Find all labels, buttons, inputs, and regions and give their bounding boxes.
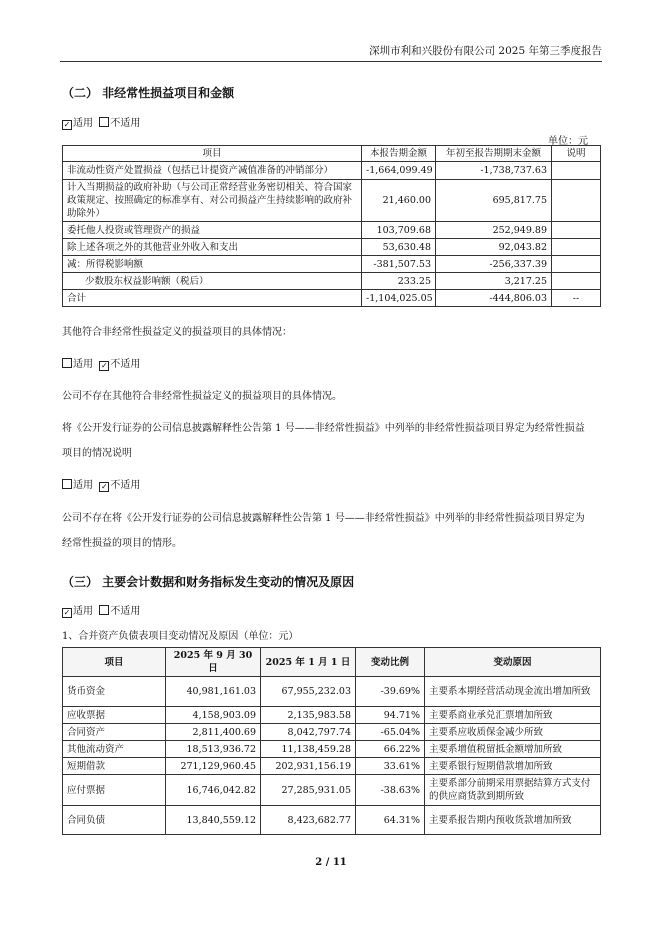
table-row: 计入当期损益的政府补助（与公司正常经营业务密切相关、符合国家政策规定、按照确定的标准享有、对公司损益产生持续影响的政府补助除外） 21,460.00 695,817.75 bbox=[63, 180, 601, 222]
other-items-statement: 公司不存在其他符合非经常性损益定义的损益项目的具体情况。 bbox=[62, 391, 342, 402]
section-3-applicability: ✓ 适用 不适用 bbox=[63, 606, 141, 617]
not-applicable-checkbox[interactable] bbox=[99, 605, 109, 615]
other-items-applicability: 适用 ✓ 不适用 bbox=[62, 355, 140, 371]
table-header-row bbox=[63, 146, 601, 162]
table-row: 合同负债 13,840,559.12 8,423,682.77 64.31% 主要系报告期内预收货款增加所致 bbox=[63, 806, 601, 835]
column-header: 项目 bbox=[63, 648, 166, 677]
balance-sheet-subheading: 1、合并资产负债表项目变动情况及原因（单位：元） bbox=[62, 631, 299, 642]
table-row: 货币资金 40,981,161.03 67,955,232.03 -39.69% 主要系本期经营活动现金流出增加所致 bbox=[63, 677, 601, 707]
table-row: 短期借款 271,129,960.45 202,931,156.19 33.61% 主要系银行短期借款增加所致 bbox=[63, 758, 601, 775]
applicable-checkbox[interactable]: ✓ bbox=[63, 608, 71, 617]
table-row: 除上述各项之外的其他营业外收入和支出 53,630.48 92,043.82 bbox=[63, 239, 601, 256]
page-number: 2 / 11 bbox=[315, 857, 347, 868]
reclass-applicability: 适用 ✓ 不适用 bbox=[62, 476, 140, 492]
column-header: 项目 bbox=[63, 146, 362, 162]
table-row: 委托他人投资或管理资产的损益 103,709.68 252,949.89 bbox=[63, 222, 601, 239]
table-row: 减：所得税影响额 -381,507.53 -256,337.39 bbox=[63, 256, 601, 273]
column-header: 说明 bbox=[552, 146, 601, 162]
table-total-row: 合计 -1,104,025.05 -444,806.03 -- bbox=[63, 290, 601, 307]
balance-sheet-changes-table bbox=[62, 647, 601, 835]
unit-label: 单位：元 bbox=[548, 136, 588, 147]
table-header-row bbox=[63, 648, 601, 677]
column-header: 本报告期金额 bbox=[362, 146, 436, 162]
applicable-checkbox[interactable] bbox=[62, 479, 72, 489]
section-3-heading: （三） 主要会计数据和财务指标发生变动的情况及原因 bbox=[62, 575, 355, 589]
column-header: 变动比例 bbox=[356, 648, 425, 677]
applicable-checkbox[interactable] bbox=[62, 358, 72, 368]
other-items-label: 其他符合非经常性损益定义的损益项目的具体情况： bbox=[62, 327, 292, 338]
not-applicable-checkbox[interactable]: ✓ bbox=[101, 482, 108, 491]
not-applicable-checkbox[interactable] bbox=[99, 117, 109, 127]
table-row: 少数股东权益影响额（税后） 233.25 3,217.25 bbox=[63, 273, 601, 290]
not-applicable-checkbox[interactable]: ✓ bbox=[101, 361, 108, 370]
column-header: 年初至报告期期末金额 bbox=[436, 146, 552, 162]
header-divider bbox=[60, 61, 602, 62]
column-header: 2025 年 1 月 1 日 bbox=[261, 648, 356, 677]
section-2-applicability: ✓ 适用 不适用 bbox=[63, 118, 141, 129]
column-header: 变动原因 bbox=[425, 648, 601, 677]
reclass-statement-line1: 公司不存在将《公开发行证券的公司信息披露解释性公告第 1 号——非经常性损益》中列举的非经常性损益项目界定为 bbox=[62, 513, 585, 524]
reclass-description-line2: 项目的情况说明 bbox=[62, 448, 132, 459]
table-row: 应收票据 4,158,903.09 2,135,983.58 94.71% 主要系商业承兑汇票增加所致 bbox=[63, 707, 601, 724]
reclass-statement-line2: 经常性损益的项目的情形。 bbox=[62, 538, 182, 549]
table-row: 合同资产 2,811,400.69 8,042,797.74 -65.04% 主要系应收质保金减少所致 bbox=[63, 724, 601, 741]
report-header-title: 深圳市利和兴股份有限公司 2025 年第三季度报告 bbox=[369, 45, 602, 57]
non-recurring-gains-table bbox=[62, 145, 601, 307]
section-2-heading: （二） 非经常性损益项目和金额 bbox=[62, 86, 235, 100]
applicable-checkbox[interactable]: ✓ bbox=[63, 120, 71, 129]
table-row: 应付票据 16,746,042.82 27,285,931.05 -38.63% 主要系部分前期采用票据结算方式支付的供应商货款到期所致 bbox=[63, 775, 601, 806]
table-row: 非流动性资产处置损益（包括已计提资产减值准备的冲销部分） -1,664,099.49 -1,738,737.63 bbox=[63, 162, 601, 180]
column-header: 2025 年 9 月 30 日 bbox=[166, 648, 261, 677]
reclass-description-line1: 将《公开发行证券的公司信息披露解释性公告第 1 号——非经常性损益》中列举的非经常性损益项目界定为经常性损益 bbox=[62, 423, 585, 434]
table-row: 其他流动资产 18,513,936.72 11,138,459.28 66.22% 主要系增值税留抵金额增加所致 bbox=[63, 741, 601, 758]
